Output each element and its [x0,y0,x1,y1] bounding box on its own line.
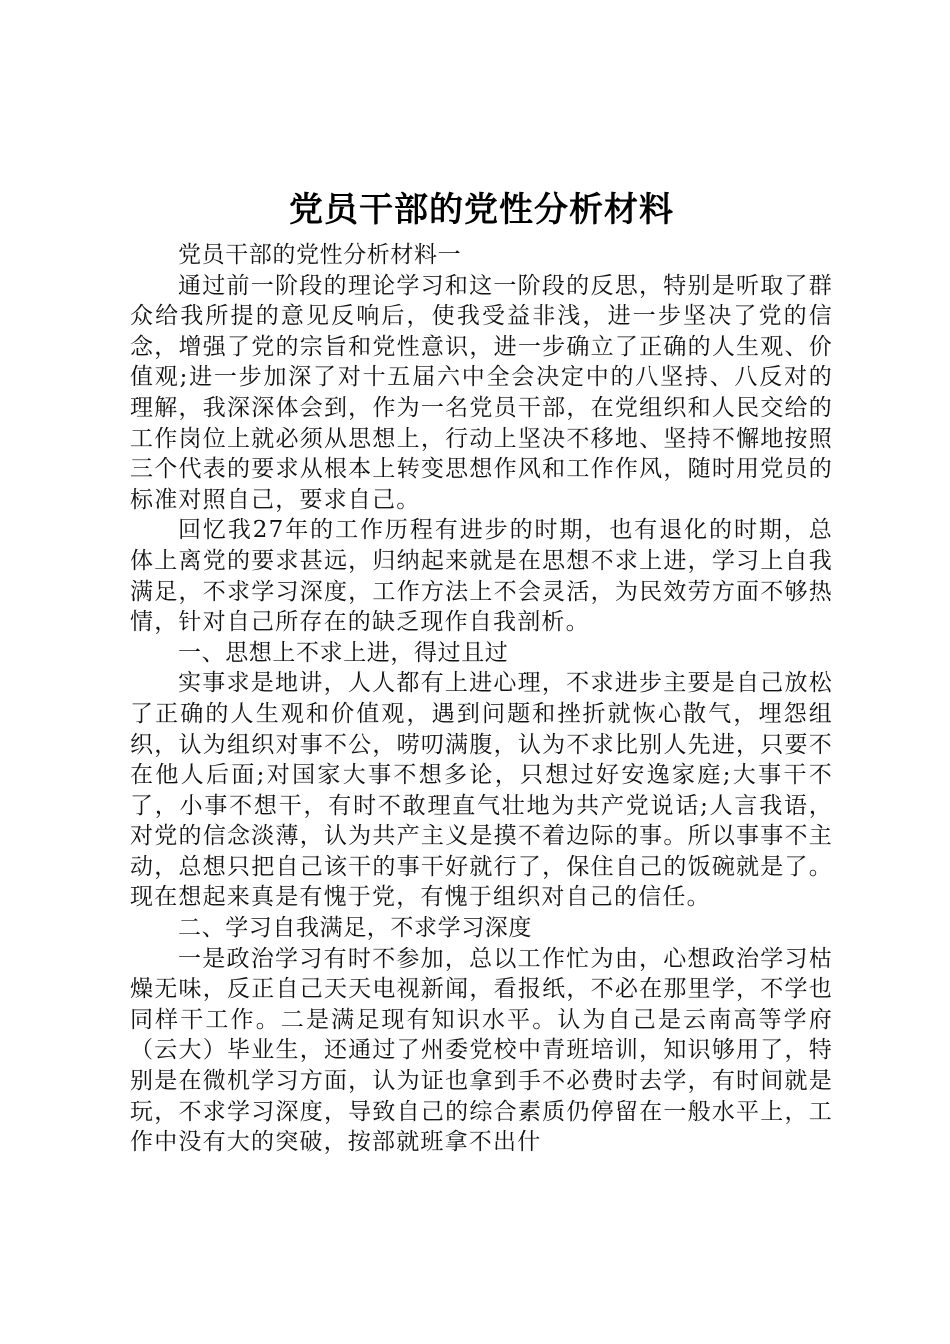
section-heading: 二、学习自我满足，不求学习深度 [178,915,532,942]
section-heading: 一、思想上不求上进，得过且过 [178,639,509,666]
section-subtitle: 党员干部的党性分析材料一 [178,242,462,268]
body-paragraph: 回忆我27年的工作历程有进步的时期，也有退化的时期，总体上离党的要求甚远，归纳起来就是在思想不求上进，学习上自我满足，不求学习深度，工作方法上不会灵活，为民效劳方面不够热情，针对自己所存在的缺乏现作自我剖析。 [130,517,833,636]
document-title: 党员干部的党性分析材料 [289,190,674,230]
body-paragraph: 一是政治学习有时不参加，总以工作忙为由，心想政治学习枯燥无味，反正自己天天电视新闻，看报纸，不必在那里学，不学也同样干工作。二是满足现有知识水平。认为自己是云南高等学府（云大）毕业生，还通过了州委党校中青班培训，知识够用了，特别是在微机学习方面，认为证也拿到手不必费时去学，有时间就是玩，不求学习深度，导致自己的综合素质仍停留在一般水平上，工作中没有大的突破，按部就班拿不出什 [130,945,833,1156]
body-paragraph: 实事求是地讲，人人都有上进心理，不求进步主要是自己放松了正确的人生观和价值观，遇到问题和挫折就恢心散气，埋怨组织，认为组织对事不公，唠叨满腹，认为不求比别人先进，只要不在他人后面;对国家大事不想多论，只想过好安逸家庭;大事干不了，小事不想干，有时不敢理直气壮地为共产党说话;人言我语，对党的信念淡薄，认为共产主义是摸不着边际的事。所以事事不主动，总想只把自己该干的事干好就行了，保住自己的饭碗就是了。现在想起来真是有愧于党，有愧于组织对自己的信任。 [130,670,833,911]
document-page [130,182,833,1158]
body-paragraph: 通过前一阶段的理论学习和这一阶段的反思，特别是听取了群众给我所提的意见反响后，使我受益非浅，进一步坚决了党的信念，增强了党的宗旨和党性意识，进一步确立了正确的人生观、价值观;进一步加深了对十五届六中全会决定中的八坚持、八反对的理解，我深深体会到，作为一名党员干部，在党组织和人民交给的工作岗位上就必须从思想上，行动上坚决不移地、坚持不懈地按照三个代表的要求从根本上转变思想作风和工作作风，随时用党员的标准对照自己，要求自己。 [130,272,833,513]
